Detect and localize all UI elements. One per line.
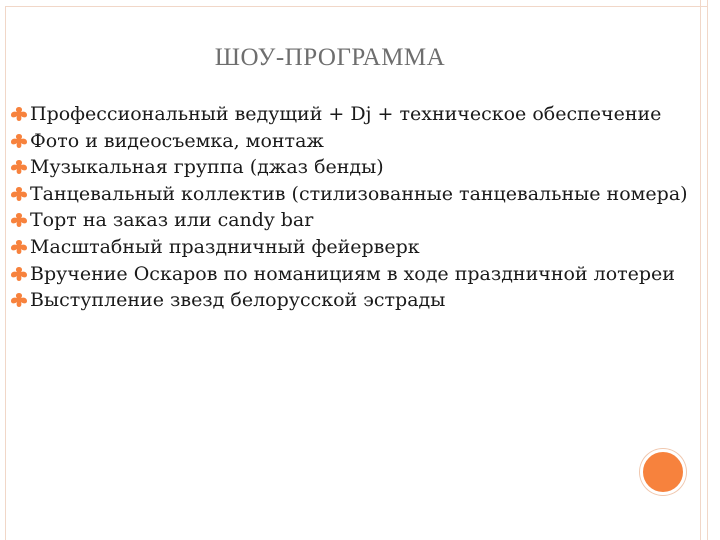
bullet-text: Танцевальный коллектив (стилизованные танцевальные номера): [30, 182, 688, 205]
fleuron-icon: [10, 186, 28, 202]
decorative-circle: [640, 449, 686, 495]
fleuron-icon: [10, 133, 28, 149]
bullet-text: Торт на заказ или candy bar: [30, 209, 314, 232]
bullet-item: [0, 101, 690, 128]
slide-frame-right-line: [700, 0, 701, 540]
bullet-item: [0, 287, 690, 314]
bullet-item: [0, 234, 690, 261]
bullet-text: Профессиональный ведущий + Dj + техническое обеспечение: [30, 103, 662, 125]
fleuron-icon: [10, 106, 28, 122]
bullet-item: [0, 128, 690, 155]
slide-title: ШОУ-ПРОГРАММА: [214, 44, 446, 71]
bullet-text: Фото и видеосъемка, монтаж: [30, 129, 324, 152]
bullet-text: Вручение Оскаров по номанициям в ходе праздничной лотереи: [30, 262, 675, 285]
slide-frame-right-line-inner: [707, 0, 708, 540]
bullet-item: [0, 261, 690, 288]
fleuron-icon: [10, 266, 28, 282]
fleuron-icon: [10, 212, 28, 228]
bullet-item: [0, 154, 690, 181]
bullet-text: Масштабный праздничный фейерверк: [30, 235, 420, 258]
bullet-text: Музыкальная группа (джаз бенды): [30, 156, 384, 179]
fleuron-icon: [10, 292, 28, 308]
fleuron-icon: [10, 239, 28, 255]
bullet-item: [0, 181, 690, 208]
fleuron-icon: [10, 159, 28, 175]
bullet-text: Выступление звезд белорусской эстрады: [30, 289, 446, 312]
bullet-item: [0, 207, 690, 234]
bullet-list: [0, 101, 690, 314]
